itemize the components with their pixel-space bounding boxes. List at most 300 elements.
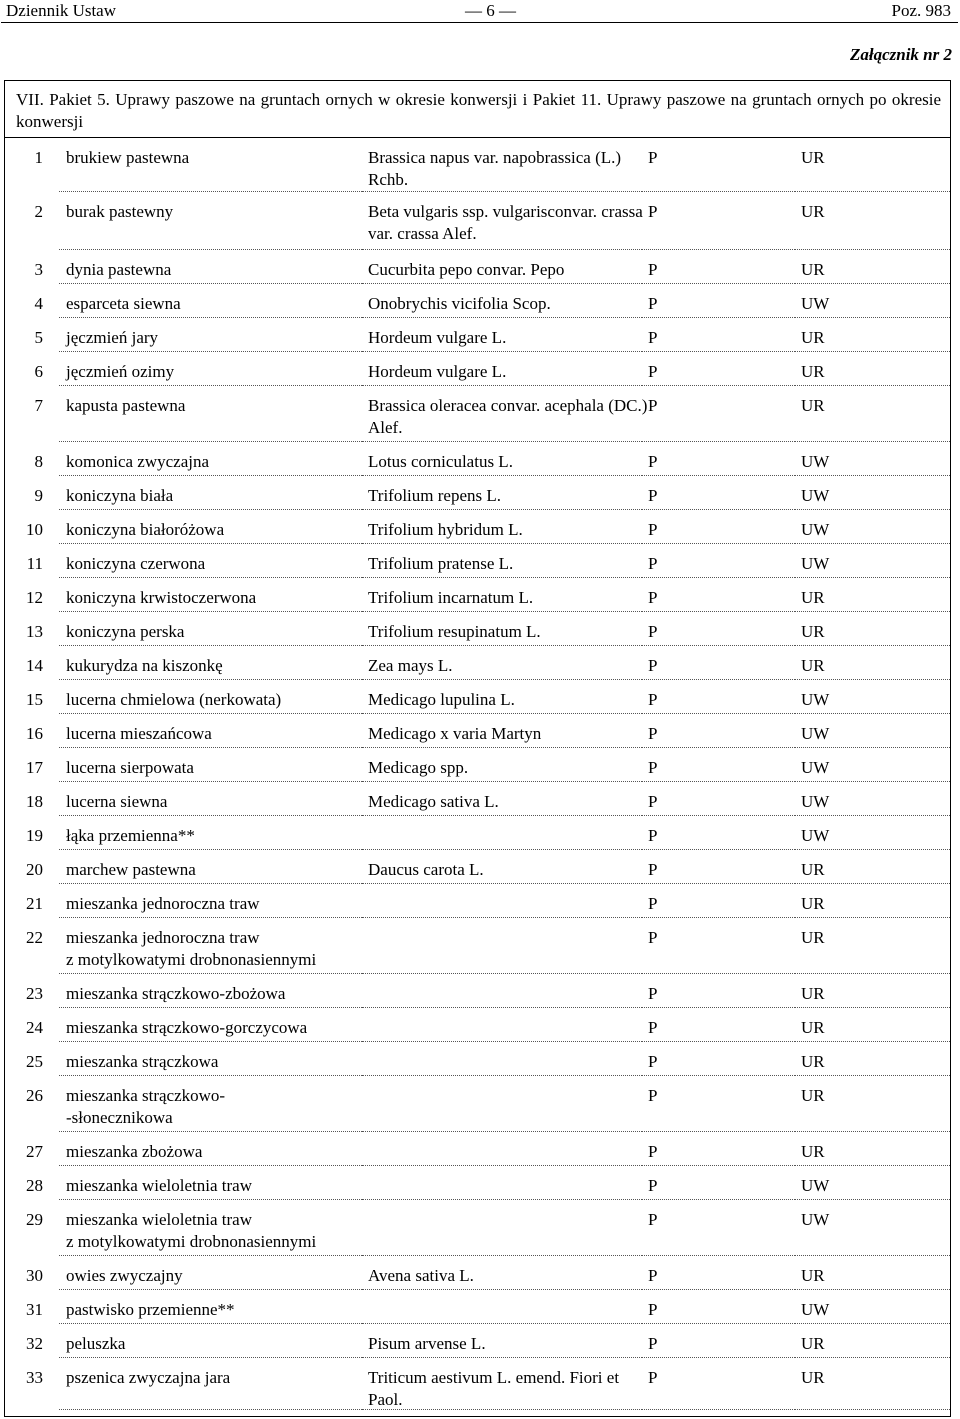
dotted-rule [642,883,795,884]
dotted-rule [362,1131,642,1132]
production-type: P [648,656,658,675]
polish-name: lucerna mieszańcowa [66,724,212,743]
production-type: P [648,1368,658,1387]
dotted-rule [362,1357,642,1358]
row-number: 10 [26,520,43,539]
dotted-rule [362,713,642,714]
land-code: UW [801,758,830,777]
polish-name: koniczyna biała [66,486,174,505]
dotted-rule [59,283,362,284]
row-number: 15 [26,690,43,709]
row-number: 16 [26,724,43,743]
dotted-rule [795,1199,950,1200]
row-number: 12 [26,588,43,607]
latin-name: Hordeum vulgare L. [368,362,507,381]
polish-name: kukurydza na kiszonkę [66,656,223,675]
dotted-rule [59,1007,362,1008]
dotted-rule [59,351,362,352]
dotted-rule [642,543,795,544]
row-number: 8 [34,452,43,471]
table-row [5,201,950,259]
table-row [5,655,950,689]
dotted-rule [642,973,795,974]
land-code: UR [801,860,825,879]
land-code: UW [801,294,830,313]
dotted-rule [795,509,950,510]
table-row [5,859,950,893]
latin-name: Trifolium hybridum L. [368,520,523,539]
production-type: P [648,1142,658,1161]
row-number: 28 [26,1176,43,1195]
table-row [5,689,950,723]
dotted-rule [362,1007,642,1008]
dotted-rule [362,1199,642,1200]
land-code: UR [801,1266,825,1285]
dotted-rule [362,611,642,612]
production-type: P [648,860,658,879]
dotted-rule [795,283,950,284]
dotted-rule [642,1289,795,1290]
row-number: 30 [26,1266,43,1285]
polish-name: mieszanka strączkowo-gorczycowa [66,1018,308,1037]
dotted-rule [362,191,642,192]
table-row [5,395,950,451]
polish-name: pszenica zwyczajna jara [66,1368,231,1387]
row-number: 27 [26,1142,43,1161]
land-code: UW [801,1176,830,1195]
dotted-rule [59,849,362,850]
dotted-rule [362,1323,642,1324]
dotted-rule [795,1165,950,1166]
dotted-rule [642,1131,795,1132]
dotted-rule [362,1165,642,1166]
row-number: 14 [26,656,43,675]
row-number: 33 [26,1368,43,1387]
production-type: P [648,894,658,913]
land-code: UW [801,520,830,539]
dotted-rule [59,713,362,714]
production-type: P [648,1176,658,1195]
dotted-rule [795,543,950,544]
production-type: P [648,486,658,505]
dotted-rule [362,509,642,510]
latin-name: Cucurbita pepo convar. Pepo [368,260,565,279]
latin-name: Trifolium repens L. [368,486,502,505]
dotted-rule [362,645,642,646]
polish-name: koniczyna czerwona [66,554,206,573]
dotted-rule [795,883,950,884]
dotted-rule [362,973,642,974]
dotted-rule [795,191,950,192]
dotted-rule [362,475,642,476]
land-code: UR [801,396,825,415]
dotted-rule [642,1075,795,1076]
dotted-rule [795,849,950,850]
dotted-rule [362,1409,642,1410]
latin-name: Avena sativa L. [368,1266,474,1285]
section-title: VII. Pakiet 5. Uprawy paszowe na gruntach ornych w okresie konwersji i Pakiet 11. Uprawy paszowe na gruntach ornych po okresie konwersji [16,90,941,131]
dotted-rule [642,249,795,250]
production-type: P [648,984,658,1003]
land-code: UR [801,1334,825,1353]
dotted-rule [795,1041,950,1042]
row-number: 6 [34,362,43,381]
dotted-rule [59,1041,362,1042]
latin-name: Beta vulgaris ssp. vulgarisconvar. crassa var. crassa Alef. [368,202,643,243]
dotted-rule [362,385,642,386]
dotted-rule [362,917,642,918]
production-type: P [648,1018,658,1037]
dotted-rule [59,475,362,476]
production-type: P [648,724,658,743]
row-number: 9 [34,486,43,505]
dotted-rule [642,1199,795,1200]
dotted-rule [362,781,642,782]
land-code: UW [801,826,830,845]
attachment-label: Załącznik nr 2 [849,45,952,64]
row-number: 18 [26,792,43,811]
dotted-rule [59,441,362,442]
latin-name: Onobrychis vicifolia Scop. [368,294,551,313]
polish-name: mieszanka wieloletnia traw z motylkowatymi drobnonasiennymi [66,1210,317,1251]
production-type: P [648,294,658,313]
table-row [5,983,950,1017]
table-row [5,791,950,825]
production-type: P [648,826,658,845]
table-row [5,1333,950,1367]
dotted-rule [642,317,795,318]
polish-name: owies zwyczajny [66,1266,183,1285]
dotted-rule [642,1323,795,1324]
production-type: P [648,202,658,221]
dotted-rule [642,191,795,192]
latin-name: Trifolium incarnatum L. [368,588,534,607]
latin-name: Trifolium pratense L. [368,554,514,573]
latin-name: Medicago spp. [368,758,469,777]
row-number: 23 [26,984,43,1003]
production-type: P [648,554,658,573]
dotted-rule [642,283,795,284]
dotted-rule [795,713,950,714]
polish-name: dynia pastewna [66,260,172,279]
land-code: UR [801,1086,825,1105]
polish-name: marchew pastewna [66,860,196,879]
latin-name: Pisum arvense L. [368,1334,486,1353]
dotted-rule [59,385,362,386]
production-type: P [648,758,658,777]
table-row [5,1265,950,1299]
polish-name: lucerna sierpowata [66,758,194,777]
dotted-rule [59,543,362,544]
row-number: 7 [34,396,43,415]
latin-name: Medicago lupulina L. [368,690,515,709]
latin-name: Triticum aestivum L. emend. Fiori et Paol. [368,1368,620,1409]
dotted-rule [59,509,362,510]
production-type: P [648,1210,658,1229]
land-code: UR [801,1142,825,1161]
dotted-rule [795,1289,950,1290]
table-row [5,757,950,791]
row-number: 26 [26,1086,43,1105]
polish-name: mieszanka strączkowa [66,1052,219,1071]
production-type: P [648,1300,658,1319]
polish-name: peluszka [66,1334,126,1353]
dotted-rule [642,577,795,578]
production-type: P [648,1052,658,1071]
dotted-rule [362,1289,642,1290]
dotted-rule [642,1041,795,1042]
row-number: 4 [34,294,43,313]
dotted-rule [59,815,362,816]
dotted-rule [642,1007,795,1008]
dotted-rule [642,645,795,646]
polish-name: mieszanka wieloletnia traw [66,1176,252,1195]
dotted-rule [59,1255,362,1256]
row-number: 11 [26,554,43,573]
dotted-rule [362,249,642,250]
dotted-rule [59,1075,362,1076]
table-row [5,893,950,927]
table-row [5,1367,950,1419]
table-row [5,259,950,293]
latin-name: Trifolium resupinatum L. [368,622,541,641]
dotted-rule [59,1289,362,1290]
table-row [5,1299,950,1333]
dotted-rule [795,441,950,442]
dotted-rule [795,385,950,386]
dotted-rule [59,1409,362,1410]
dotted-rule [59,577,362,578]
land-code: UR [801,1052,825,1071]
table-row [5,927,950,983]
polish-name: mieszanka strączkowo- -słonecznikowa [66,1086,226,1127]
land-code: UW [801,1210,830,1229]
production-type: P [648,452,658,471]
dotted-rule [642,679,795,680]
dotted-rule [59,973,362,974]
land-code: UW [801,792,830,811]
table-row [5,293,950,327]
latin-name: Medicago x varia Martyn [368,724,542,743]
dotted-rule [795,249,950,250]
section-header [5,81,950,138]
dotted-rule [362,441,642,442]
latin-name: Medicago sativa L. [368,792,499,811]
dotted-rule [362,747,642,748]
production-type: P [648,792,658,811]
table-row [5,1209,950,1265]
production-type: P [648,520,658,539]
dotted-rule [642,781,795,782]
dotted-rule [362,679,642,680]
production-type: P [648,588,658,607]
row-number: 2 [34,202,43,221]
dotted-rule [642,747,795,748]
table-row [5,327,950,361]
dotted-rule [362,1075,642,1076]
dotted-rule [59,1357,362,1358]
dotted-rule [795,611,950,612]
row-number: 1 [34,148,43,167]
land-code: UR [801,362,825,381]
polish-name: koniczyna krwistoczerwona [66,588,257,607]
dotted-rule [795,917,950,918]
dotted-rule [362,849,642,850]
land-code: UR [801,1368,825,1387]
journal-name: Dziennik Ustaw [6,1,117,20]
production-type: P [648,622,658,641]
land-code: UW [801,554,830,573]
polish-name: komonica zwyczajna [66,452,210,471]
row-number: 19 [26,826,43,845]
dotted-rule [362,351,642,352]
dotted-rule [642,815,795,816]
land-code: UR [801,656,825,675]
production-type: P [648,260,658,279]
page-number: — 6 — [465,1,516,20]
dotted-rule [642,1409,795,1410]
table-row [5,825,950,859]
production-type: P [648,690,658,709]
dotted-rule [59,1199,362,1200]
table-row [5,1051,950,1085]
dotted-rule [59,883,362,884]
land-code: UR [801,928,825,947]
land-code: UW [801,724,830,743]
latin-name: Brassica oleracea convar. acephala (DC.) Alef. [368,396,648,437]
polish-name: brukiew pastewna [66,148,190,167]
dotted-rule [642,1255,795,1256]
row-number: 5 [34,328,43,347]
polish-name: koniczyna perska [66,622,185,641]
dotted-rule [642,475,795,476]
dotted-rule [642,849,795,850]
dotted-rule [642,1165,795,1166]
dotted-rule [362,317,642,318]
polish-name: lucerna chmielowa (nerkowata) [66,690,282,709]
land-code: UR [801,1018,825,1037]
dotted-rule [795,1075,950,1076]
row-number: 29 [26,1210,43,1229]
dotted-rule [642,441,795,442]
land-code: UR [801,328,825,347]
table-row [5,147,950,201]
row-number: 21 [26,894,43,913]
dotted-rule [59,191,362,192]
dotted-rule [362,283,642,284]
dotted-rule [795,1007,950,1008]
dotted-rule [362,1041,642,1042]
land-code: UR [801,260,825,279]
polish-name: burak pastewny [66,202,174,221]
dotted-rule [642,509,795,510]
dotted-rule [59,249,362,250]
latin-name: Hordeum vulgare L. [368,328,507,347]
dotted-rule [642,611,795,612]
dotted-rule [362,883,642,884]
dotted-rule [795,1409,950,1410]
polish-name: koniczyna białoróżowa [66,520,225,539]
land-code: UW [801,1300,830,1319]
table-row [5,723,950,757]
production-type: P [648,362,658,381]
polish-name: mieszanka zbożowa [66,1142,203,1161]
row-number: 31 [26,1300,43,1319]
dotted-rule [795,781,950,782]
dotted-rule [59,317,362,318]
row-number: 24 [26,1018,43,1037]
dotted-rule [59,747,362,748]
polish-name: mieszanka jednoroczna traw [66,894,260,913]
table-row [5,587,950,621]
row-number: 25 [26,1052,43,1071]
dotted-rule [59,1131,362,1132]
dotted-rule [795,1255,950,1256]
dotted-rule [795,1323,950,1324]
dotted-rule [795,475,950,476]
table-row [5,1085,950,1141]
row-number: 20 [26,860,43,879]
crop-table [4,80,951,1417]
dotted-rule [642,713,795,714]
row-number: 17 [26,758,43,777]
table-row [5,451,950,485]
dotted-rule [642,385,795,386]
latin-name: Daucus carota L. [368,860,484,879]
dotted-rule [59,1323,362,1324]
production-type: P [648,328,658,347]
production-type: P [648,928,658,947]
land-code: UR [801,202,825,221]
dotted-rule [362,543,642,544]
table-row [5,621,950,655]
dotted-rule [795,645,950,646]
polish-name: lucerna siewna [66,792,168,811]
dotted-rule [59,611,362,612]
dotted-rule [795,351,950,352]
production-type: P [648,1334,658,1353]
polish-name: kapusta pastewna [66,396,186,415]
dotted-rule [795,577,950,578]
polish-name: esparceta siewna [66,294,181,313]
dotted-rule [59,781,362,782]
land-code: UR [801,984,825,1003]
production-type: P [648,1086,658,1105]
polish-name: jęczmień ozimy [66,362,175,381]
page-header [0,0,960,24]
dotted-rule [59,645,362,646]
table-row [5,485,950,519]
dotted-rule [795,815,950,816]
row-number: 13 [26,622,43,641]
production-type: P [648,148,658,167]
row-number: 22 [26,928,43,947]
dotted-rule [59,917,362,918]
polish-name: pastwisko przemienne** [66,1300,235,1319]
polish-name: jęczmień jary [66,328,159,347]
land-code: UR [801,894,825,913]
land-code: UR [801,148,825,167]
dotted-rule [362,815,642,816]
land-code: UW [801,486,830,505]
table-row [5,1017,950,1051]
dotted-rule [795,679,950,680]
production-type: P [648,396,658,415]
dotted-rule [59,1165,362,1166]
row-number: 32 [26,1334,43,1353]
land-code: UR [801,588,825,607]
dotted-rule [59,679,362,680]
